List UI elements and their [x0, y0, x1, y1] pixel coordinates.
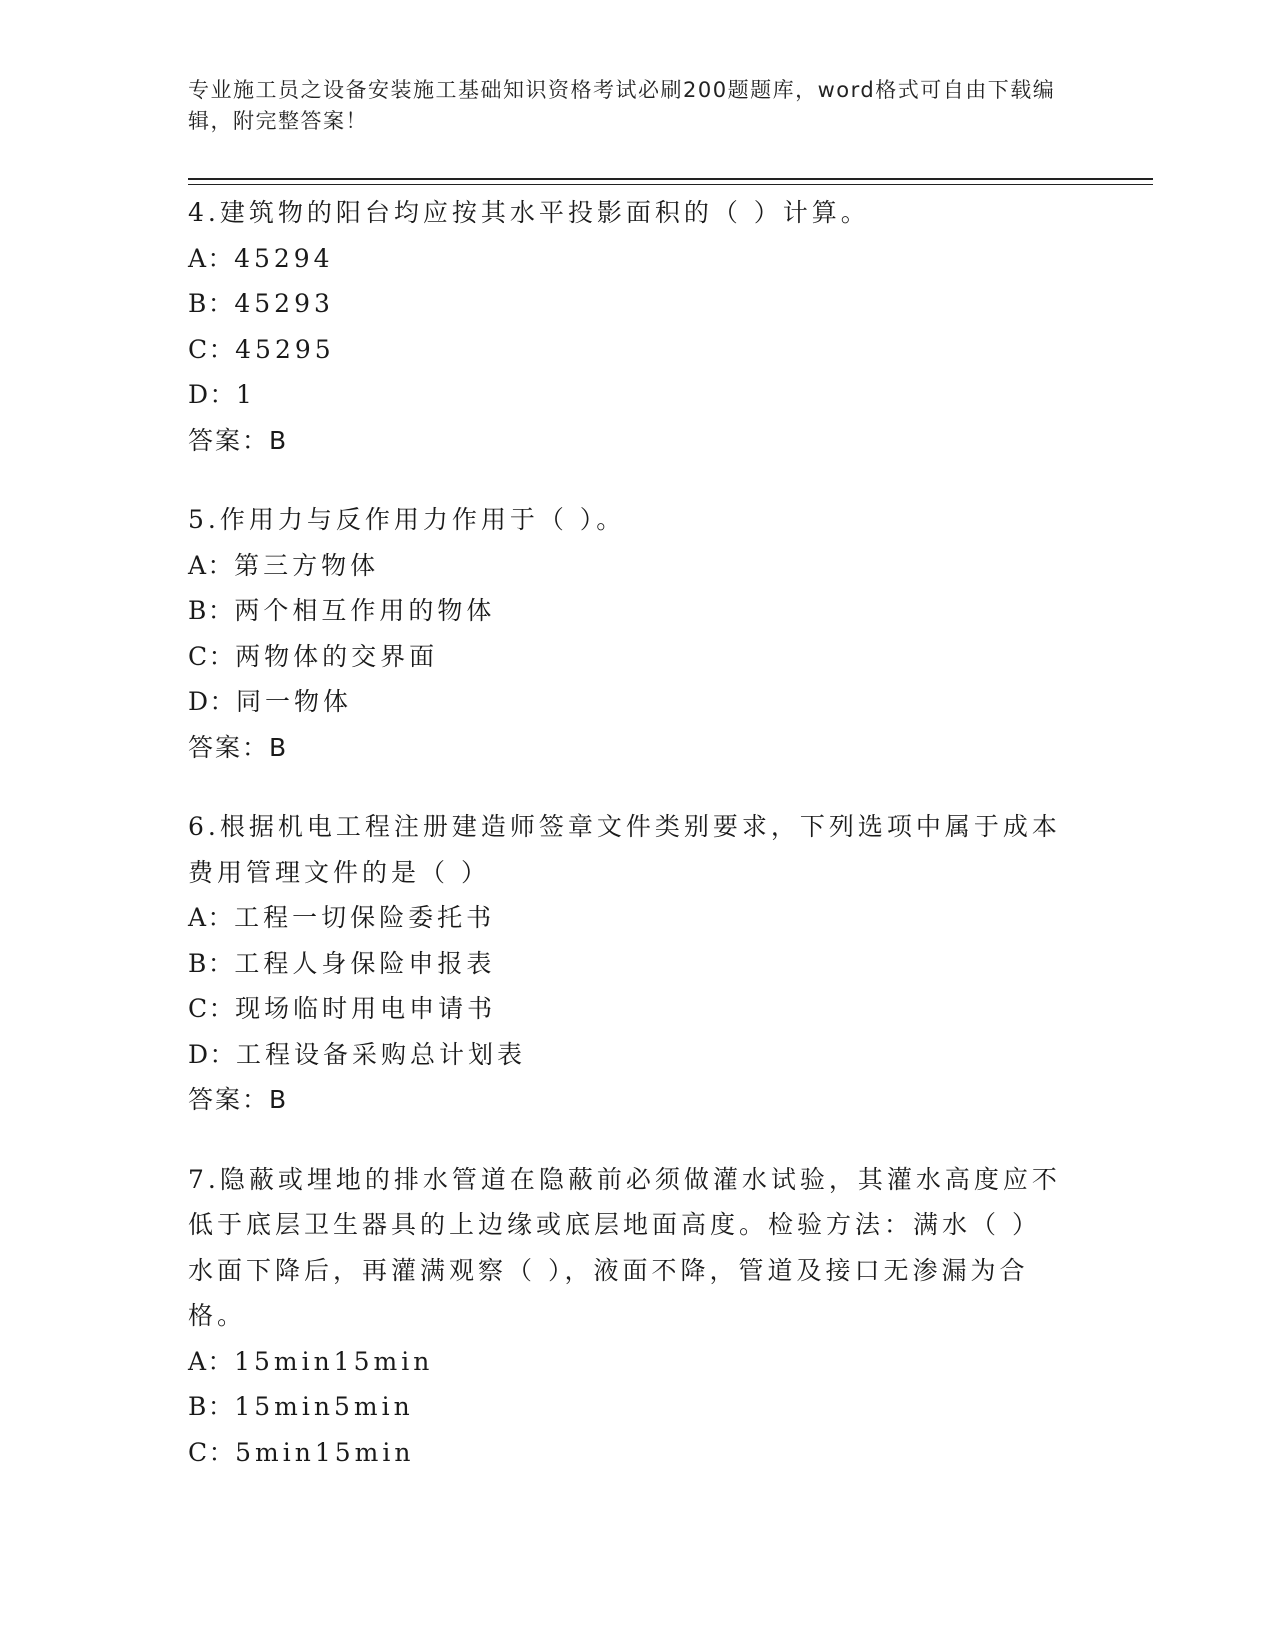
- option-a: [188, 895, 1068, 941]
- option-letter: B：: [188, 948, 235, 978]
- option-letter: A：: [188, 903, 235, 932]
- option-text: 15min5min: [234, 1392, 414, 1421]
- option-letter: A：: [188, 550, 235, 580]
- option-text: 45294: [234, 243, 334, 273]
- option-text: 工程设备采购总计划表: [236, 1039, 527, 1069]
- document-header: 专业施工员之设备安装施工基础知识资格考试必刷200题题库，word格式可自由下载编辑，附完整答案！: [188, 78, 1056, 133]
- option-text: 15min15min: [234, 1346, 434, 1376]
- option-d: [188, 679, 1068, 725]
- option-a: [188, 1339, 1068, 1385]
- option-text: 同一物体: [236, 687, 353, 716]
- header-divider-thick: [188, 178, 1153, 180]
- option-letter: D：: [188, 1039, 237, 1069]
- question-text: 5.作用力与反作用力作用于（ ）。: [188, 505, 626, 534]
- question-text: 6.根据机电工程注册建造师签章文件类别要求，下列选项中属于成本费用管理文件的是（ ）: [188, 812, 1061, 887]
- option-letter: C：: [188, 994, 236, 1023]
- option-d: [188, 1032, 1068, 1078]
- option-text: 现场临时用电申请书: [235, 994, 497, 1023]
- option-letter: D：: [188, 687, 237, 716]
- option-b: [188, 588, 1068, 634]
- option-letter: A：: [188, 1346, 235, 1376]
- option-text: 第三方物体: [234, 550, 380, 580]
- option-letter: B：: [188, 1392, 235, 1421]
- question-text: 4.建筑物的阳台均应按其水平投影面积的（ ）计算。: [188, 198, 870, 227]
- answer: 答案：B: [188, 732, 289, 762]
- option-a: [188, 543, 1068, 589]
- question-5: [188, 497, 1068, 770]
- question-list: [188, 190, 1068, 1509]
- option-text: 45293: [234, 289, 334, 318]
- option-text: 工程一切保险委托书: [234, 903, 496, 932]
- option-letter: D：: [188, 380, 237, 409]
- option-letter: C：: [188, 1437, 236, 1467]
- answer: 答案：B: [188, 425, 289, 455]
- header-divider-thin: [188, 184, 1153, 185]
- question-6: [188, 804, 1068, 1123]
- question-text: 7.隐蔽或埋地的排水管道在隐蔽前必须做灌水试验，其灌水高度应不低于底层卫生器具的上边缘或底层地面高度。检验方法：满水（ ）水面下降后，再灌满观察（ ），液面不降，管道及接口无渗漏为合格。: [188, 1164, 1061, 1330]
- option-c: [188, 986, 1068, 1032]
- option-b: [188, 1384, 1068, 1430]
- option-text: 两个相互作用的物体: [234, 596, 496, 625]
- question-4: [188, 190, 1068, 463]
- option-letter: C：: [188, 334, 236, 364]
- answer: 答案：B: [188, 1085, 289, 1114]
- option-letter: B：: [188, 596, 235, 625]
- option-c: [188, 634, 1068, 680]
- option-text: 1: [236, 380, 256, 409]
- option-letter: B：: [188, 289, 235, 318]
- option-a: [188, 236, 1068, 282]
- option-d: [188, 372, 1068, 418]
- option-letter: C：: [188, 641, 236, 671]
- option-c: [188, 327, 1068, 373]
- question-7: [188, 1157, 1068, 1476]
- option-text: 两物体的交界面: [235, 641, 439, 671]
- option-b: [188, 281, 1068, 327]
- option-b: [188, 941, 1068, 987]
- option-text: 5min15min: [235, 1437, 415, 1467]
- option-c: [188, 1430, 1068, 1476]
- option-text: 45295: [235, 334, 335, 364]
- option-letter: A：: [188, 243, 235, 273]
- option-text: 工程人身保险申报表: [234, 948, 496, 978]
